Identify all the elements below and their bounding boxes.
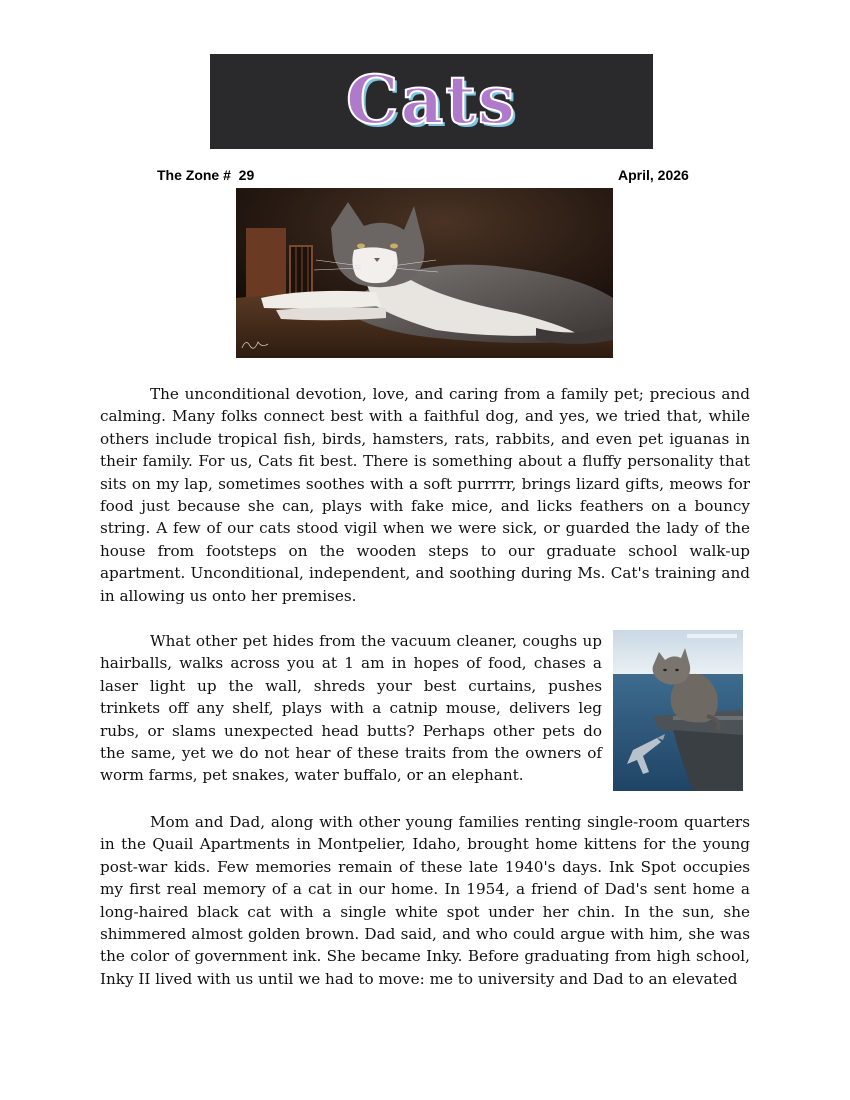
article-paragraph-2: What other pet hides from the vacuum cleaner, coughs up hairballs, walks across you at 1 am in hopes of food, chases a laser light up the wall, shreds your best curtains, pushes trinkets off any shelf, plays with a catnip mouse, delivers leg rubs, or slams unexpected head butts? Perhaps other pets do the same, yet we do not hear of these traits from the owners of worm farms, pet snakes, water buffalo, or an elephant. [100, 632, 602, 785]
title-banner [210, 54, 653, 149]
article-paragraph-1: The unconditional devotion, love, and caring from a family pet; precious and calming. Many folks connect best with a faithful dog, and yes, we tried that, while others include tropical fish, birds, hamsters, rats, rabbits, and even pet iguanas in their family. For us, Cats fit best. There is something about a fluffy personality that sits on my lap, sometimes soothes with a soft purrrrr, brings lizard gifts, meows for food just because she can, plays with fake mice, and licks feathers on a bouncy string. A few of our cats stood vigil when we were sick, or guarded the lady of the house from footsteps on the wooden steps to our graduate school walk-up apartment. Unconditional, independent, and soothing during Ms. Cat's training and in allowing us onto her premises. [100, 385, 750, 605]
article-paragraph-3: Mom and Dad, along with other young families renting single-room quarters in the Quail Apartments in Montpelier, Idaho, brought home kittens for the young post-war kids. Few memories remain of these late 1940's days. Ink Spot occupies my first real memory of a cat in our home. In 1954, a friend of Dad's sent home a long-haired black cat with a single white spot under her chin. In the sun, she shimmered almost golden brown. Dad said, and who could argue with him, she was the color of government ink. She became Inky. Before graduating from high school, Inky II lived with us until we had to move: me to university and Dad to an elevated [100, 813, 750, 988]
issue-number: The Zone # 29 [157, 167, 255, 183]
banner-title: Cats [346, 60, 517, 139]
cat-on-carrier-photo [613, 630, 743, 791]
issue-date: April, 2026 [618, 167, 689, 183]
hero-cat-photo [236, 188, 613, 358]
